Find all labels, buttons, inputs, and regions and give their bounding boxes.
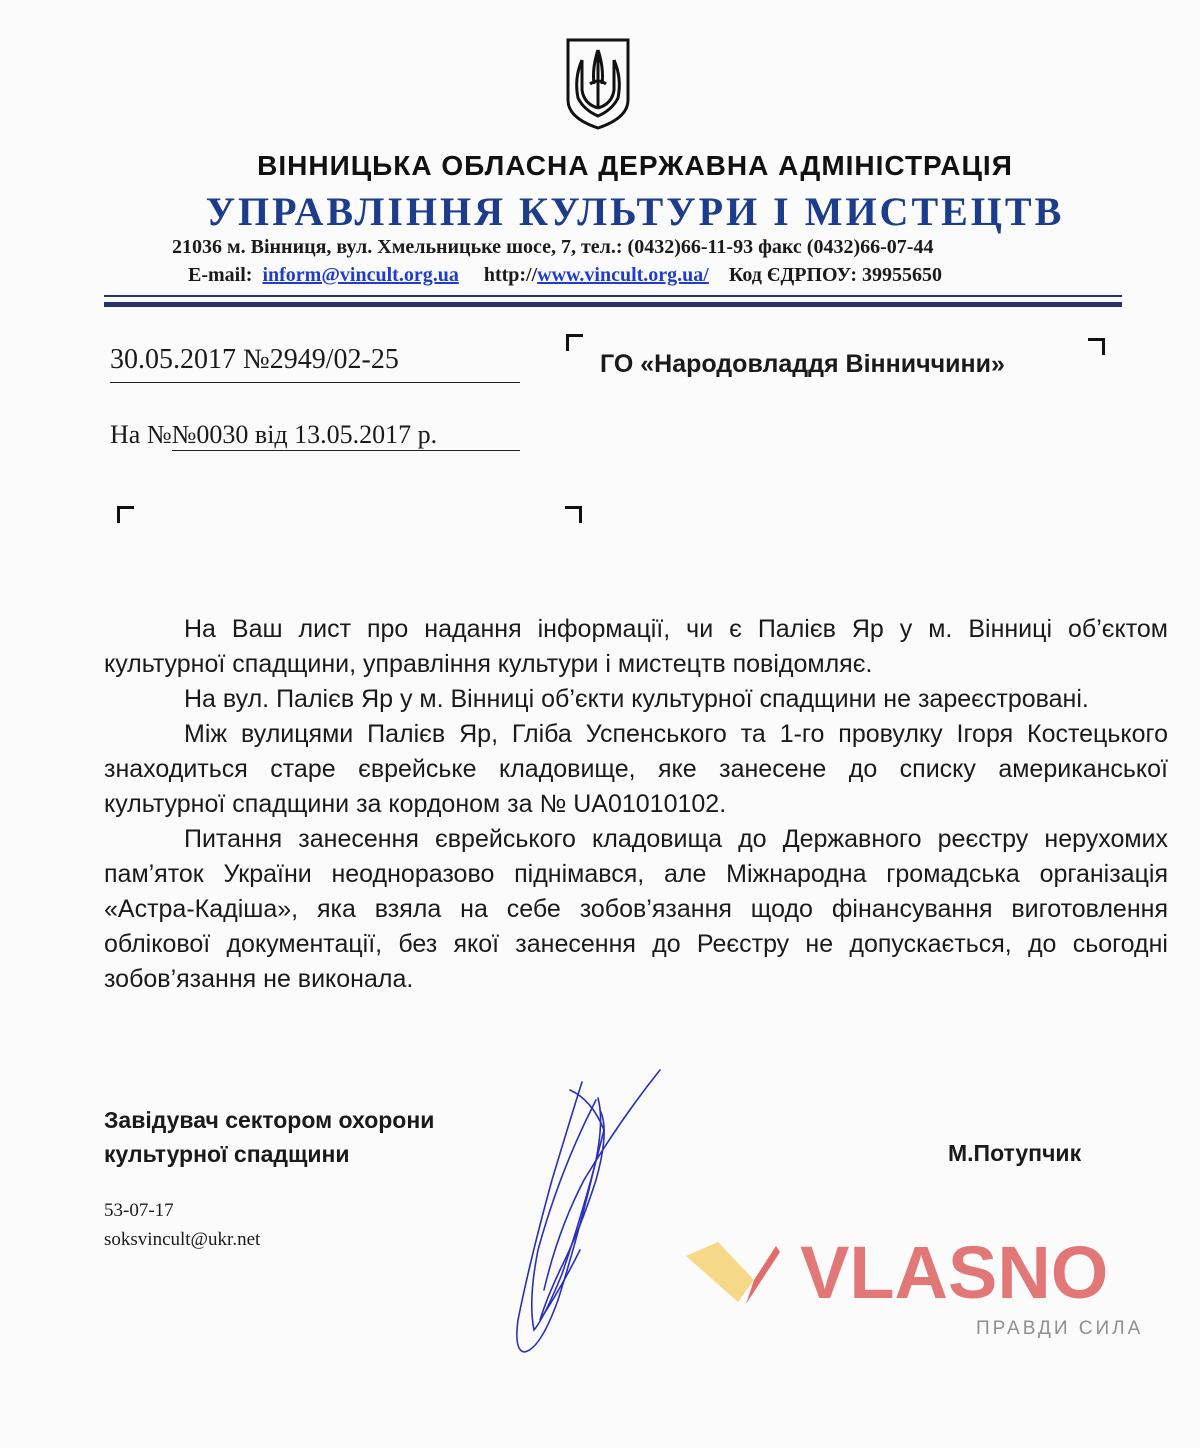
corner-bracket (566, 334, 583, 351)
signer-name: М.Потупчик (948, 1140, 1082, 1166)
registration-number: 30.05.2017 №2949/02-25 (110, 344, 520, 383)
reply-prefix: На № (110, 420, 172, 449)
position-line: культурної спадщини (104, 1141, 350, 1167)
corner-bracket (1088, 338, 1105, 355)
position-line: Завідувач сектором охорони (104, 1107, 435, 1133)
letter-body (104, 612, 1168, 997)
contacts-line (188, 264, 942, 287)
body-paragraph: Питання занесення єврейського кладовища до Державного реєстру нерухомих пам’яток України неодноразово піднімався, але Міжнародна громадська організація «Астра-Кадіша», яка взяла на себе зобов’язання щодо фінансування виготовлення облікової документації, без якої занесення до Реєстру не допускається, до сьогодні зобов’язання не виконала. (104, 825, 1168, 993)
handwritten-signature (500, 1060, 690, 1360)
corner-bracket (565, 506, 582, 523)
header-divider-thick (104, 302, 1122, 307)
edrpou-code: Код ЄДРПОУ: 39955650 (728, 264, 943, 286)
contact-email: soksvincult@ukr.net (104, 1229, 261, 1250)
address-line: 21036 м. Вінниця, вул. Хмельницьке шосе, 7, тел.: (0432)66-11-93 факс (0432)66-07-44 (172, 236, 934, 258)
org-name: ВІННИЦЬКА ОБЛАСНА ДЕРЖАВНА АДМІНІСТРАЦІЯ (257, 150, 1013, 181)
coat-of-arms-icon (564, 38, 632, 130)
email-label: E-mail: (188, 264, 253, 286)
watermark-tagline: ПРАВДИ СИЛА (976, 1318, 1144, 1339)
signer-position (104, 1103, 434, 1171)
email-link[interactable]: inform@vincult.org.ua (262, 264, 459, 286)
corner-bracket (117, 506, 134, 523)
addressee: ГО «Народовладдя Вінниччини» (600, 350, 1005, 378)
website-link[interactable]: www.vincult.org.ua/ (537, 264, 709, 286)
watermark-brand: VLASNO (800, 1231, 1109, 1314)
body-paragraph: На вул. Палієв Яр у м. Вінниці об’єкти культурної спадщини не зареєстровані. (184, 685, 1089, 713)
url-prefix: http:// (483, 264, 538, 286)
reply-reference (110, 420, 520, 451)
body-paragraph: Між вулицями Палієв Яр, Гліба Успенського та 1-го провулку Ігоря Костецького знаходиться старе єврейське кладовище, яке занесене до списку американської культурної спадщини за кордоном за № UA01010102. (104, 720, 1168, 818)
vlasno-logo-icon (684, 1240, 780, 1310)
reply-ref-value: №0030 від 13.05.2017 р. (172, 420, 520, 451)
header-divider-thin (104, 295, 1122, 297)
contact-phone: 53-07-17 (104, 1200, 174, 1221)
department-name: УПРАВЛІННЯ КУЛЬТУРИ І МИСТЕЦТВ (205, 189, 1065, 234)
body-paragraph: На Ваш лист про надання інформації, чи є Палієв Яр у м. Вінниці об’єктом культурної спадщини, управління культури і мистецтв повідомляє. (104, 615, 1168, 678)
